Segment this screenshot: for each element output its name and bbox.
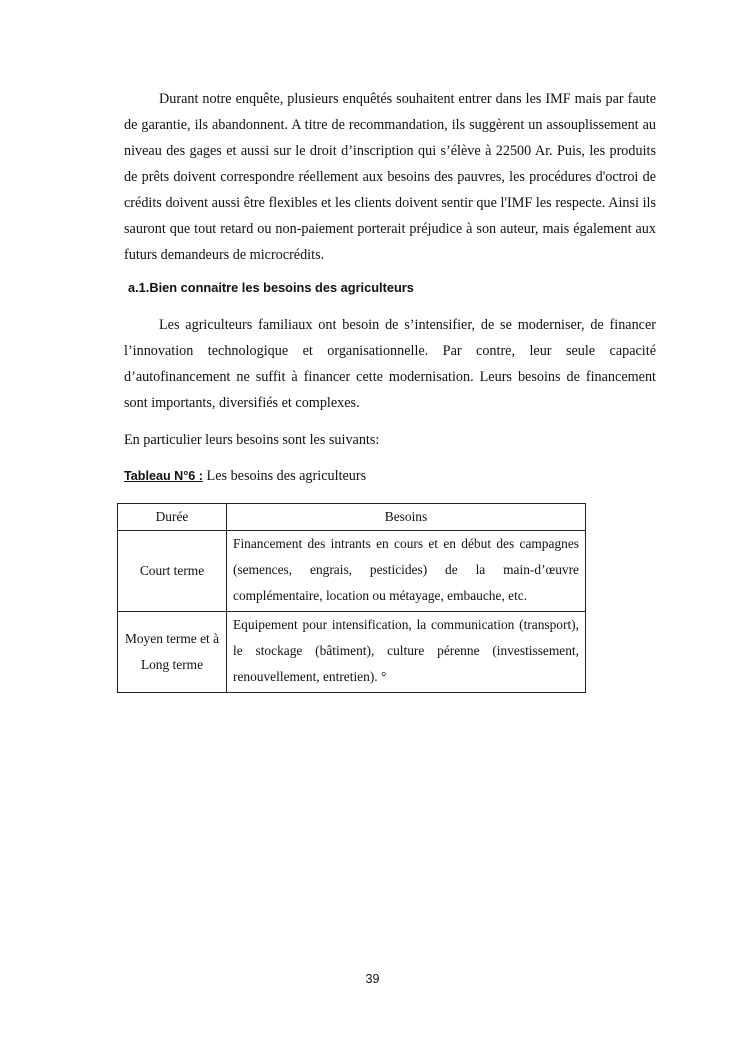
table-row	[118, 531, 586, 612]
section-heading-a1: a.1.Bien connaitre les besoins des agriculteurs	[128, 280, 414, 295]
table-caption-text: Les besoins des agriculteurs	[202, 468, 367, 484]
paragraph-enquete: Durant notre enquête, plusieurs enquêtés souhaitent entrer dans les IMF mais par faute de garantie, ils abandonnent. A titre de recommandation, ils suggèrent un assouplissement au niveau des gages et aussi sur le droit d’inscription qui s’élève à 22500 Ar. Puis, les produits de prêts doivent correspondre réellement aux besoins des pauvres, les procédures d'octroi de crédits doivent aussi être flexibles et les clients doivent sentir que l'IMF les respecte. Ainsi ils sauront que tout retard ou non-paiement porterait préjudice à son auteur, mais également aux futurs demandeurs de microcrédits.	[124, 91, 656, 263]
cell-besoins-moyen-long-terme: Equipement pour intensification, la communication (transport), le stockage (bâtiment), culture pérenne (investissement, renouvellement, entretien). °	[227, 612, 586, 693]
paragraph-besoins-intro: En particulier leurs besoins sont les suivants:	[124, 432, 380, 448]
besoins-table	[117, 503, 586, 693]
cell-duree-moyen-long-terme: Moyen terme et à Long terme	[118, 612, 227, 693]
table-header-row	[118, 504, 586, 531]
page-number: 39	[365, 972, 380, 986]
cell-duree-court-terme: Court terme	[118, 531, 227, 612]
cell-besoins-court-terme: Financement des intrants en cours et en début des campagnes (semences, engrais, pesticides) de la main-d’œuvre complémentaire, location ou métayage, embauche, etc.	[227, 531, 586, 612]
header-duree: Durée	[118, 504, 227, 531]
header-besoins: Besoins	[227, 504, 586, 531]
table-caption-label: Tableau N°6 :	[124, 469, 203, 483]
paragraph-agriculteurs-familiaux: Les agriculteurs familiaux ont besoin de s’intensifier, de se moderniser, de financer l’innovation technologique et organisationnelle. Par contre, leur seule capacité d’autofinancement ne suffit à financer cette modernisation. Leurs besoins de financement sont importants, diversifiés et complexes.	[124, 317, 656, 411]
table-caption	[124, 464, 366, 488]
table-row	[118, 612, 586, 693]
